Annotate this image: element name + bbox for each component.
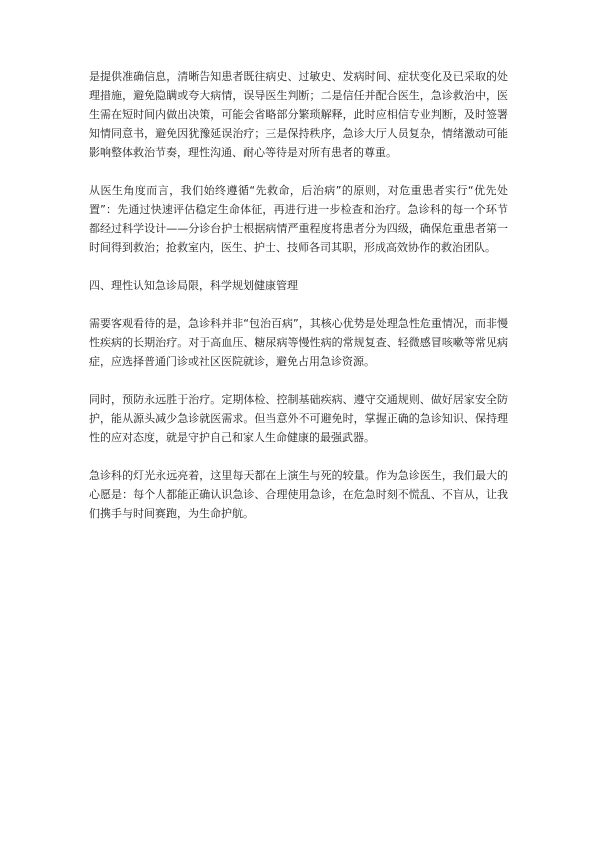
paragraph-closing: 急诊科的灯光永远亮着，这里每天都在上演生与死的较量。作为急诊医生，我们最大的心愿是：每个人都能正确认识急诊、合理使用急诊，在危急时刻不慌乱、不盲从，让我们携手与时间赛跑，为生命护航。 — [89, 469, 508, 520]
section-heading: 四、理性认知急诊局限，科学规划健康管理 — [89, 279, 298, 292]
document-page — [89, 67, 508, 542]
paragraph-prevention: 同时，预防永远胜于治疗。定期体检、控制基础疾病、遵守交通规则、做好居家安全防护，能从源头减少急诊就医需求。但当意外不可避免时，掌握正确的急诊知识、保持理性的应对态度，就是守护自己和家人生命健康的最强武器。 — [89, 393, 508, 444]
paragraph-patient-cooperation: 是提供准确信息，清晰告知患者既往病史、过敏史、发病时间、症状变化及已采取的处理措施，避免隐瞒或夸大病情，误导医生判断；二是信任并配合医生，急诊救治中，医生需在短时间内做出决策，可能会省略部分繁琐解释，此时应相信专业判断，及时签署知情同意书，避免因犹豫延误治疗；三是保持秩序，急诊大厅人员复杂，情绪激动可能影响整体救治节奏，理性沟通、耐心等待是对所有患者的尊重。 — [89, 70, 508, 159]
paragraph-doctor-perspective: 从医生角度而言，我们始终遵循“先救命，后治病”的原则，对危重患者实行“优先处置”：先通过快速评估稳定生命体征，再进行进一步检查和治疗。急诊科的每一个环节都经过科学设计——分诊台护士根据病情严重程度将患者分为四级，确保危重患者第一时间得到救治；抢救室内，医生、护士、技师各司其职，形成高效协作的救治团队。 — [89, 184, 508, 254]
paragraph-emergency-limits: 需要客观看待的是，急诊科并非“包治百病”，其核心优势是处理急性危重情况，而非慢性疾病的长期治疗。对于高血压、糖尿病等慢性病的常规复查、轻微感冒咳嗽等常见病症，应选择普通门诊或社区医院就诊，避免占用急诊资源。 — [89, 317, 508, 368]
